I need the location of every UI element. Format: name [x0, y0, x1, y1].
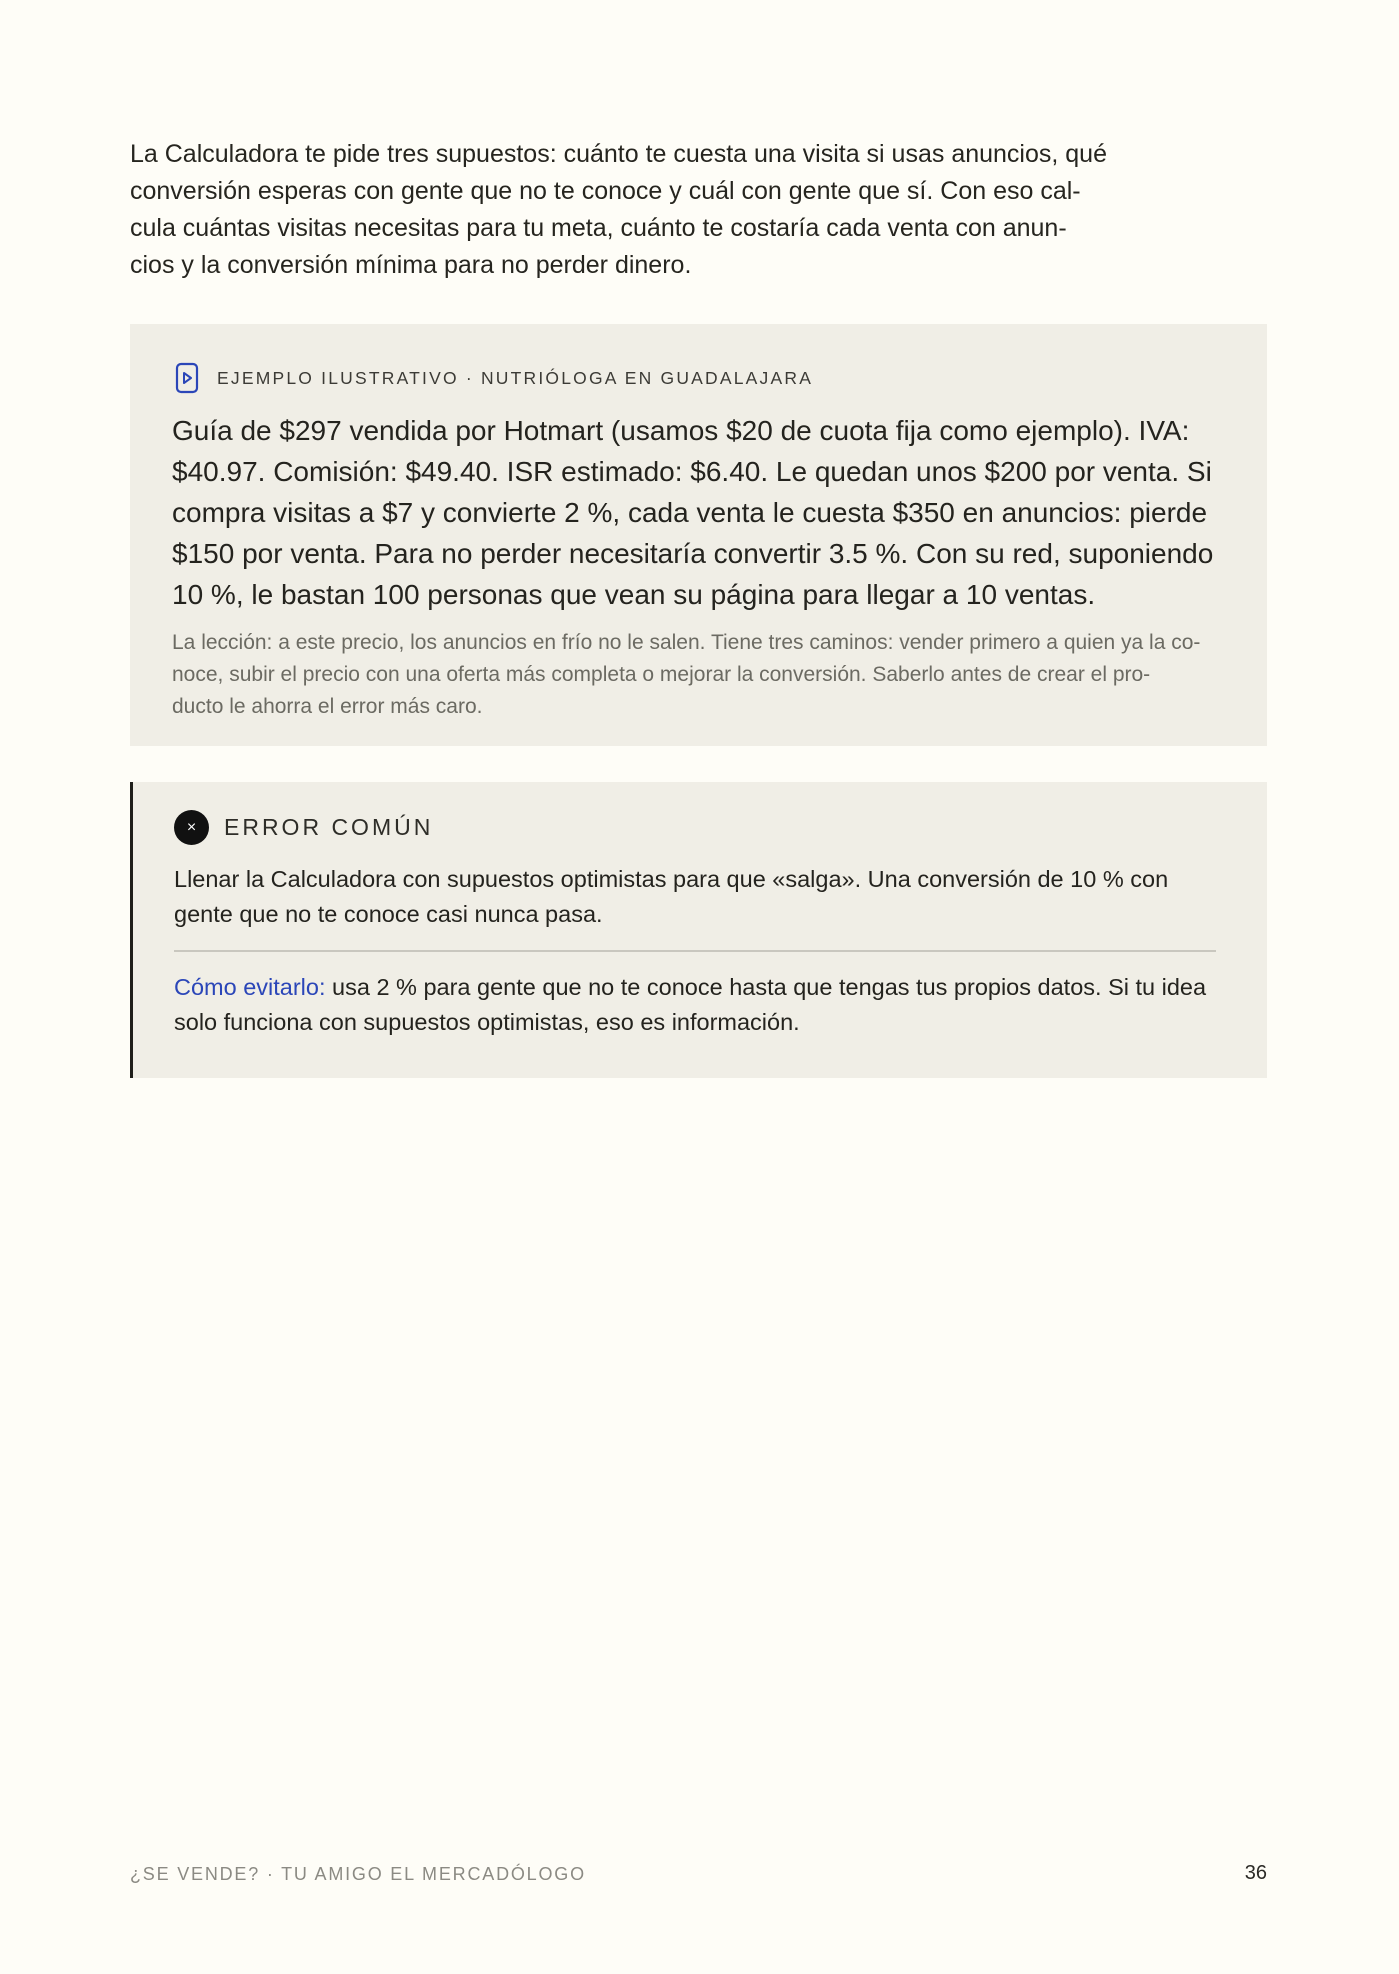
common-error-callout: [130, 782, 1267, 1078]
example-header: [172, 358, 1225, 398]
fix-line: [174, 970, 1227, 1005]
page-number: 36: [1244, 1862, 1267, 1884]
example-main-text: [172, 410, 1225, 615]
example-callout: [130, 324, 1267, 746]
fix-first-text: usa 2 % para gente que no te conoce hasta que tengas tus propios datos. Si tu idea: [325, 974, 1207, 1000]
close-icon: ×: [174, 810, 209, 845]
example-lesson-text: [172, 627, 1225, 723]
error-title: ERROR COMÚN: [224, 813, 434, 840]
intro-section: [130, 136, 1120, 284]
error-description: [174, 862, 1227, 932]
example-main-line: compra visitas a $7 y convierte 2 %, cada venta le cuesta $350 en anuncios: pierde: [172, 497, 1208, 528]
example-main-line: $40.97. Comisión: $49.40. ISR estimado: $6.40. Le quedan unos $200 por venta. Si: [172, 456, 1212, 487]
error-line: Llenar la Calculadora con supuestos optimistas para que «salga». Una conversión de 10 % con: [174, 866, 1169, 892]
error-header: [174, 808, 1227, 846]
example-lesson-line: noce, subir el precio con una oferta más completa o mejorar la conversión. Saberlo antes de crear el pro-: [172, 663, 1151, 686]
example-main-line: 10 %, le bastan 100 personas que vean su página para llegar a 10 ventas.: [172, 579, 1096, 610]
video-play-icon: [175, 362, 199, 394]
error-fix-text: [174, 970, 1227, 1040]
fix-label: Cómo evitarlo:: [174, 974, 326, 1000]
example-main-line: $150 por venta. Para no perder necesitaría convertir 3.5 %. Con su red, suponiendo: [172, 538, 1214, 569]
footer-running-title: ¿SE VENDE? · TU AMIGO EL MERCADÓLOGO: [130, 1864, 586, 1884]
example-main-line: Guía de $297 vendida por Hotmart (usamos $20 de cuota fija como ejemplo). IVA:: [172, 415, 1190, 446]
example-lesson-line: ducto le ahorra el error más caro.: [172, 695, 483, 718]
fix-line: solo funciona con supuestos optimistas, eso es información.: [174, 1009, 800, 1035]
intro-paragraph: [130, 136, 1120, 284]
example-lesson-line: La lección: a este precio, los anuncios en frío no le salen. Tiene tres caminos: vender primero a quien ya la co-: [172, 631, 1201, 654]
intro-line: cios y la conversión mínima para no perder dinero.: [130, 251, 692, 279]
intro-line: conversión esperas con gente que no te conoce y cuál con gente que sí. Con eso cal-: [130, 177, 1081, 205]
example-tag: EJEMPLO ILUSTRATIVO · NUTRIÓLOGA EN GUADALAJARA: [217, 367, 814, 388]
error-line: gente que no te conoce casi nunca pasa.: [174, 901, 603, 927]
divider: [174, 950, 1216, 952]
intro-line: La Calculadora te pide tres supuestos: cuánto te cuesta una visita si usas anuncios, qué: [130, 140, 1107, 168]
intro-line: cula cuántas visitas necesitas para tu meta, cuánto te costaría cada venta con anun-: [130, 214, 1067, 242]
